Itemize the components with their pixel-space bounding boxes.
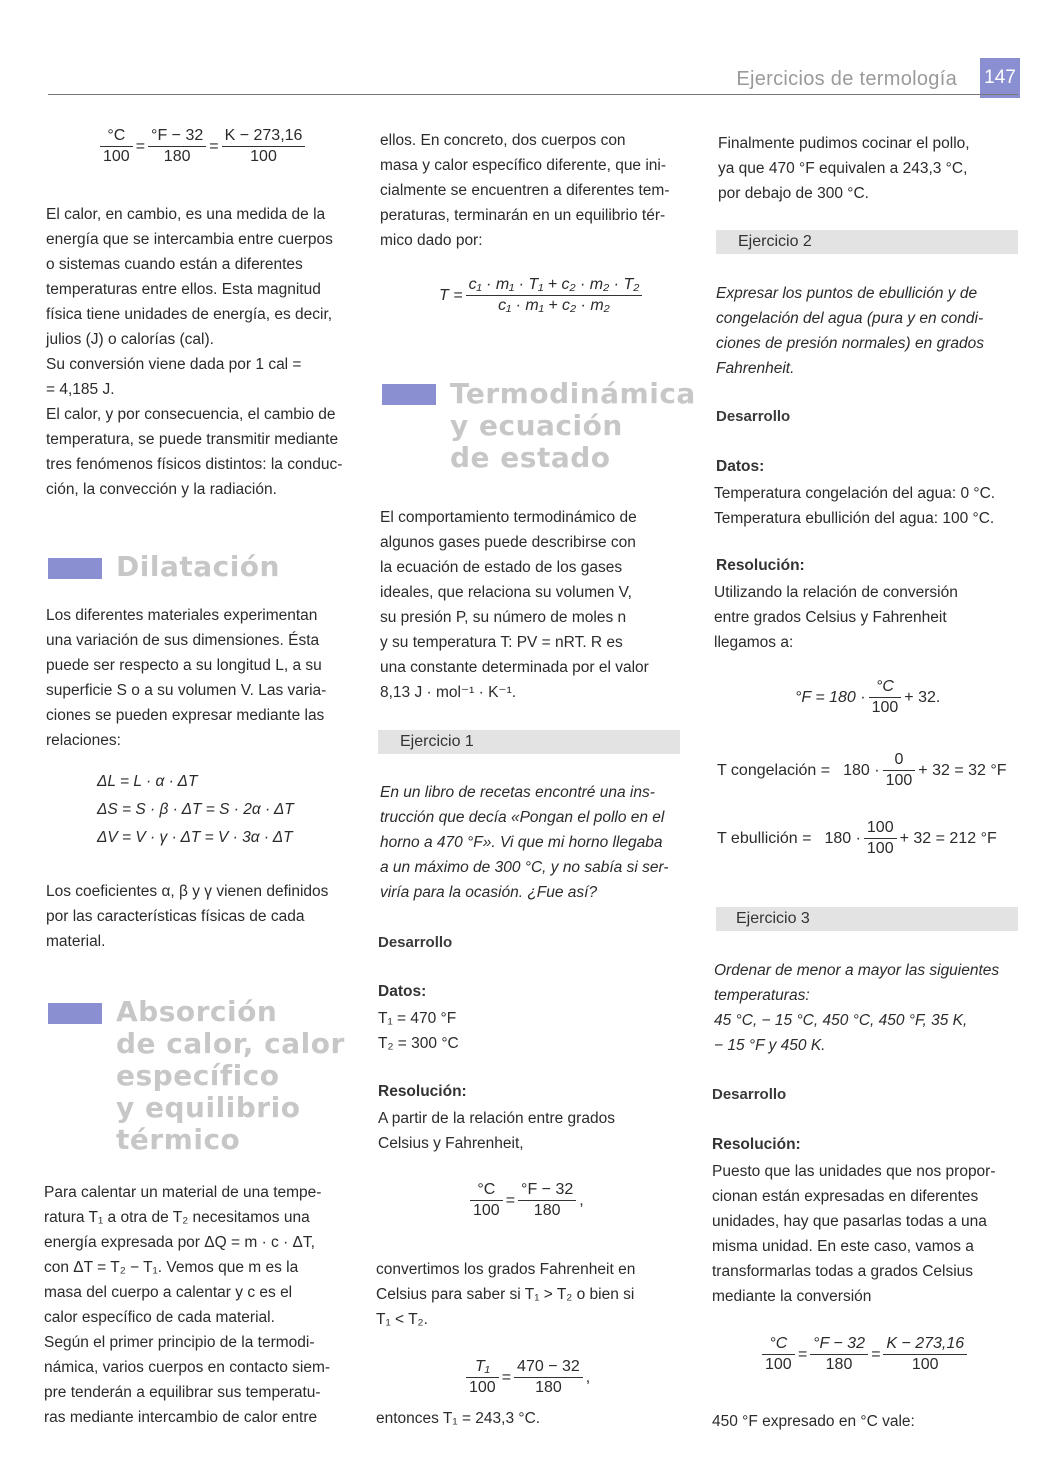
exercise-1-desarrollo: Desarrollo [378,934,453,951]
section-marker-dilatacion [48,558,102,579]
exercise-1-convert-text: convertimos los grados Fahrenheit en Celsius para saber si T₁ > T₂ o bien si T₁ < T₂. [376,1261,636,1328]
heading-termodinamica: Termodinámica y ecuación de estado [450,377,696,474]
exercise-1-conclusion: Finalmente pudimos cocinar el pollo, ya que 470 °F equivalen a 243,3 °C, por debajo de 300 °C. [718,135,970,202]
calor-paragraph: El calor, en cambio, es una medida de la energía que se intercambia entre cuerpos o sistemas cuando están a diferentes temperaturas entre ellos. Esta magnitud física tiene unidades de energía, es decir, julios (J) o calorías (cal). Su conversión viene dada por 1 cal = = 4,185 J. El calor, y por consecuencia, el cambio de temperatura, se puede transmitir mediante tres fenómenos físicos distintos: la conduc- ción, la convección y la radiación. [46,206,343,498]
equilibrium-equation: T = $\frac{\text{c₁ · m₁ · T₁ + c₂ · m₂ · T₂}}{\text{c₁ · m₁ + c₂ · m₂}}$ [436,275,642,316]
exercise-1-statement: En un libro de recetas encontré una ins- trucción que decía «Pongan el pollo en el horno a 470 °F». Vi que mi horno llegaba a un máximo de 300 °C, y no sabía si ser- viría para la ocasión. ¿Fue así? [380,784,669,901]
conversion-formula-bottom: $\frac{^\circ C}{100}$ = $\frac{^\circ F - 32}{180}$ = $\frac{K - 273,16}{100}$ [762,1334,967,1375]
page-number: 147 [980,58,1020,98]
fahrenheit-equation: °F = 180 · $\frac{^\circ C}{100}$ + 32. [795,678,941,716]
heading-absorcion: Absorción de calor, calor específico y equilibrio térmico [116,995,345,1156]
running-header: Ejercicios de termología [736,68,957,90]
ebullicion-equation: T ebullición = 180 · $\frac{100}{100}$ + 32 = 212 °F [717,819,997,857]
exercise-3-desarrollo: Desarrollo [712,1086,787,1103]
exercise-2-label: Ejercicio 2 [738,233,812,250]
termodinamica-paragraph: El comportamiento termodinámico de algunos gases puede describirse con la ecuación de estado de los gases ideales, que relaciona su volumen V, su presión P, su número de moles n y su temperatura T: PV = nRT. R es una constante determinada por el valor 8,13 J · mol⁻¹ · K⁻¹. [380,509,649,701]
celsius-fahrenheit-relation: $\frac{^\circ C}{100}$ = $\frac{^\circ F - 32}{180}$ , [470,1180,587,1221]
exercise-2-statement: Expresar los puntos de ebullición y de congelación del agua (pura y en condi- ciones de presión normales) en grados Fahrenheit. [716,285,984,377]
exercise-1-resolucion: Resolución: [378,1083,467,1100]
exercise-1-resolucion-text: A partir de la relación entre grados Celsius y Fahrenheit, [378,1110,615,1152]
exercise-2-datos: Datos: [716,458,765,475]
coeficientes-paragraph: Los coeficientes α, β y γ vienen definidos por las características físicas de cada material. [46,883,329,950]
t1-equation: $\frac{\text{T₁}}{100}$ = $\frac{470 - 32}{180}$ , [466,1357,593,1398]
exercise-2-resolucion: Resolución: [716,557,805,574]
header-rule [48,94,1018,95]
section-marker-absorcion [48,1003,102,1024]
exercise-1-label: Ejercicio 1 [400,733,474,750]
dilatacion-equations: ΔL = L · α · ΔT ΔS = S · β · ΔT = S · 2α · ΔT ΔV = V · γ · ΔT = V · 3α · ΔT [97,773,294,846]
exercise-1-datos-values: T₁ = 470 °F T₂ = 300 °C [378,1010,459,1052]
dilatacion-paragraph: Los diferentes materiales experimentan una variación de sus dimensiones. Ésta puede ser respecto a su longitud L, a su superficie S o a su volumen V. Las varia- ciones se pueden expresar mediante las relaciones: [46,607,327,749]
absorcion-paragraph: Para calentar un material de una tempe- ratura T₁ a otra de T₂ necesitamos una energía expresada por ΔQ = m · c · ΔT, con ΔT = T₂ − T₁. Vemos que m es la masa del cuerpo a calentar y c es el calor específico de cada material. Según el primer principio de la termodi- námica, varios cuerpos en contacto siem- pre tenderán a equilibrar sus temperatu- ras mediante intercambio de calor entre [44,1184,331,1426]
equilibrio-intro: ellos. En concreto, dos cuerpos con masa y calor específico diferente, que ini- cialmente se encuentren a diferentes tem- peraturas, terminarán en un equilibrio tér- mico dado por: [380,132,670,249]
section-marker-termodinamica [382,384,436,405]
exercise-2-datos-values: Temperatura congelación del agua: 0 °C. Temperatura ebullición del agua: 100 °C. [714,485,996,527]
exercise-3-resolucion-text: Puesto que las unidades que nos propor- cionan están expresadas en diferentes unidades, hay que pasarlas todas a una misma unidad. En este caso, vamos a transformarlas todas a grados Celsius mediante la conversión [712,1163,996,1305]
exercise-3-statement: Ordenar de menor a mayor las siguientes temperaturas: 45 °C, − 15 °C, 450 °C, 450 °F, 35 K, − 15 °F y 450 K. [714,962,1000,1054]
exercise-3-label: Ejercicio 3 [736,910,810,927]
exercise-2-desarrollo: Desarrollo [716,408,791,425]
conversion-formula-top: $\frac{^\circ C}{100}$ = $\frac{^\circ F - 32}{180}$ = $\frac{K - 273,16}{100}$ [100,126,305,167]
exercise-3-last-line: 450 °F expresado en °C vale: [712,1413,915,1430]
exercise-2-resolucion-text: Utilizando la relación de conversión entre grados Celsius y Fahrenheit llegamos a: [714,584,958,651]
congelacion-equation: T congelación = 180 · $\frac{0}{100}$ + 32 = 32 °F [717,751,1007,789]
exercise-1-result: entonces T₁ = 243,3 °C. [376,1410,541,1427]
heading-dilatacion: Dilatación [116,550,280,583]
exercise-3-resolucion: Resolución: [712,1136,801,1153]
exercise-1-datos: Datos: [378,983,427,1000]
